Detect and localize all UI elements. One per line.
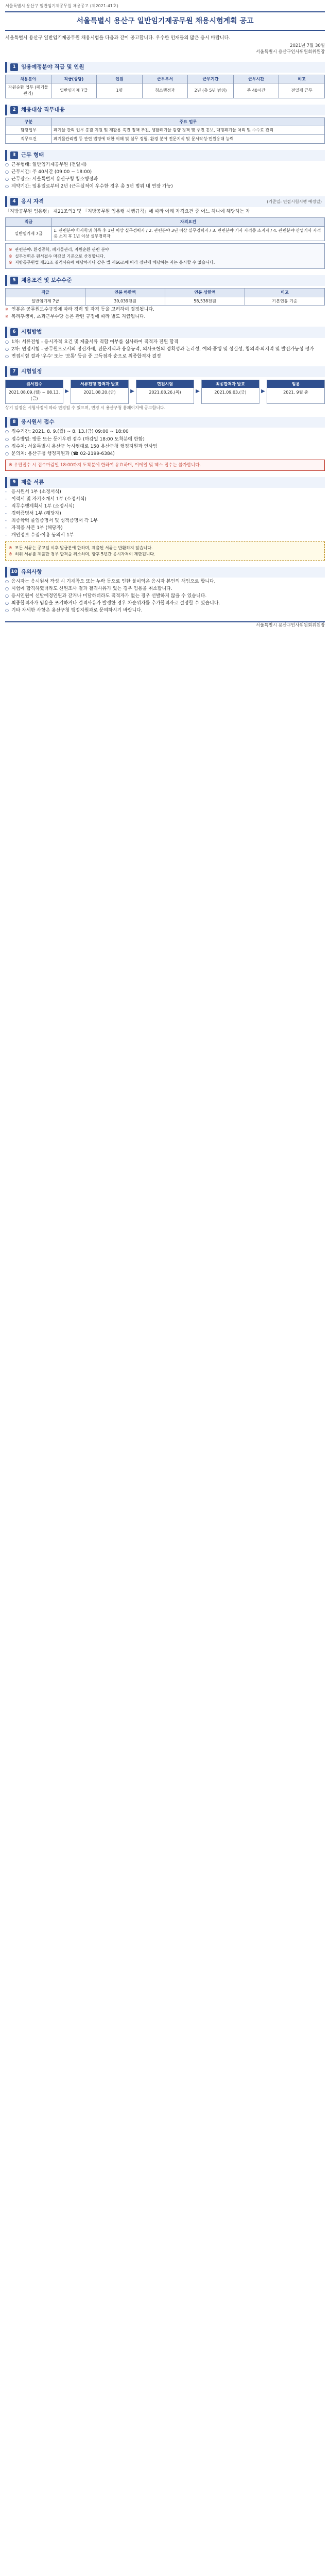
step-body: 2021.08.20.(금) [83, 390, 116, 395]
section-title: 시험방법 [21, 329, 42, 335]
table-cell: 39,039천원 [85, 297, 165, 306]
qualification-notes-box [5, 243, 325, 269]
section-title: 채용대상 직무내용 [21, 106, 65, 113]
work-form-list [5, 162, 325, 190]
table-header-row [6, 117, 325, 126]
list-item: - 경력증명서 1부 (해당자) [5, 511, 325, 517]
table-cell: 일반임기제 7급 [6, 297, 85, 306]
arrow-right-icon: ▶ [261, 388, 265, 395]
date-line: 2021년 7월 30일 [290, 43, 325, 48]
list-item: ○ 접수처: 서울특별시 용산구 녹사평대로 150 용산구청 행정지원과 인사팀 [5, 444, 325, 450]
table-row [6, 134, 325, 143]
table-header: 연봉 하한액 [85, 289, 165, 297]
step-body: 2021.08.09.(월) ~ 08.13.(금) [8, 390, 60, 401]
section-number: 9 [10, 479, 18, 486]
table-cell: 직무요건 [6, 134, 52, 143]
step-head: 원서접수 [6, 380, 63, 388]
list-item: ○ 문의처: 용산구청 행정지원과 (☎ 02-2199-6384) [5, 451, 325, 457]
table-header: 근무시간 [233, 75, 279, 83]
section-number: 2 [10, 106, 18, 114]
table-cell: 담당업무 [6, 126, 52, 135]
positions-table [5, 75, 325, 98]
list-item: ○ 최종합격자가 임용을 포기하거나 결격사유가 발생한 경우 차순위자를 추가합격자로 결정할 수 있습니다. [5, 600, 325, 607]
section-header [5, 477, 325, 488]
section-method [5, 327, 325, 360]
intro-text: 서울특별시 용산구 일반임기제공무원 채용시험을 다음과 같이 공고합니다. 우수한 인재들의 많은 응시 바랍니다. [5, 35, 231, 41]
list-item: ○ 응시인원이 선발예정인원과 같거나 미달하더라도 적격자가 없는 경우 선발하지 않을 수 있습니다. [5, 593, 325, 600]
table-cell: 폐기물 관리 업무 총괄 지원 및 재활용 촉진 정책 추진, 생활폐기물 감량 정책 및 주민 홍보, 대형폐기물 처리 및 수수료 관리 [52, 126, 325, 135]
step-head: 최종합격자 발표 [202, 380, 259, 388]
section-application [5, 417, 325, 471]
schedule-step [136, 380, 194, 404]
arrow-right-icon: ▶ [130, 388, 134, 395]
list-item: ○ 기타 자세한 사항은 용산구청 행정지원과로 문의하시기 바랍니다. [5, 607, 325, 614]
list-item: ○ 근무장소: 서울특별시 용산구청 청소행정과 [5, 176, 325, 183]
step-body: 2021.09.03.(금) [214, 390, 247, 395]
table-cell: 2년 (총 5년 범위) [188, 83, 234, 98]
schedule-step [71, 380, 129, 404]
table-cell: 전일제 근무 [279, 83, 325, 98]
method-list [5, 339, 325, 360]
section-title: 유의사항 [21, 568, 42, 575]
table-header-row [6, 218, 325, 227]
arrow-right-icon: ▶ [196, 388, 200, 395]
table-row [6, 297, 325, 306]
table-cell: 1명 [97, 83, 143, 98]
table-cell: 58,538천원 [165, 297, 245, 306]
table-header: 채용분야 [6, 75, 51, 83]
table-cell: 폐기물관리법 등 관련 법령에 대한 이해 및 실무 경험, 환경 분야 전문지식 및 문서작성·민원응대 능력 [52, 134, 325, 143]
section-title: 시험일정 [21, 368, 42, 375]
application-warning-box [5, 460, 325, 471]
list-item: ○ 면접시험 결과 '우수' 또는 '보통' 등급 중 고득점자 순으로 최종합격자 결정 [5, 353, 325, 360]
warning-icon: ※ [9, 462, 14, 468]
step-head: 임용 [267, 380, 324, 388]
list-item: ○ 근무형태: 일반임기제공무원 (전일제) [5, 162, 325, 168]
section-header [5, 62, 325, 73]
qualification-notes [9, 247, 321, 266]
application-warning: 우편접수 시 접수마감일 18:00까지 도착분에 한하여 유효하며, 이메일 및 팩스 접수는 불가합니다. [13, 462, 201, 468]
table-cell: 청소행정과 [142, 83, 188, 98]
list-item: - 개인정보 수집·이용 동의서 1부 [5, 532, 325, 539]
salary-notes [5, 307, 325, 320]
step-body: 2021.08.26.(목) [149, 390, 181, 395]
cautions-list [5, 579, 325, 614]
announcement-page [0, 0, 330, 639]
list-item: ○ 응시자는 응시원서 작성 시 기재착오 또는 누락 등으로 인한 불이익은 응시자 본인의 책임으로 합니다. [5, 579, 325, 585]
section-title: 임용예정분야 직급 및 인원 [21, 63, 84, 70]
table-header: 자격요건 [52, 218, 325, 227]
table-row [6, 226, 325, 241]
section-title: 채용조건 및 보수수준 [21, 277, 72, 283]
list-item: ○ 근무시간: 주 40시간 (09:00 ~ 18:00) [5, 169, 325, 176]
section-header [5, 196, 325, 207]
section-header [5, 150, 325, 161]
page-title: 서울특별시 용산구 일반임기제공무원 채용시험계획 공고 [76, 16, 254, 25]
arrow-right-icon: ▶ [65, 388, 69, 395]
list-item: - 최종학력 졸업증명서 및 성적증명서 각 1부 [5, 518, 325, 524]
table-header: 근무기간 [188, 75, 234, 83]
section-number: 1 [10, 63, 18, 71]
table-cell: 1. 관련분야 학사학위 취득 후 1년 이상 실무경력자 / 2. 관련분야 3년 이상 실무경력자 / 3. 관련분야 기사 자격증 소지자 / 4. 관련분야 산업기사 자격증 소지 후 1년 이상 실무경력자 [52, 226, 325, 241]
table-cell: 자원순환 업무 (폐기물관리) [6, 83, 51, 98]
table-header-row [6, 289, 325, 297]
table-header: 연봉 상한액 [165, 289, 245, 297]
schedule-steps [5, 380, 325, 404]
schedule-step [5, 380, 63, 404]
list-item: ※ 모든 서류는 공고일 이후 발급분에 한하며, 제출된 서류는 반환하지 않습니다. [9, 545, 321, 551]
section-header [5, 366, 325, 377]
table-header: 주요 업무 [52, 117, 325, 126]
step-head: 서류전형 합격자 발표 [71, 380, 128, 388]
list-item: ※ 실무경력은 원서접수 마감일 기준으로 산정합니다. [9, 253, 321, 260]
list-item: - 직무수행계획서 1부 (소정서식) [5, 503, 325, 510]
section-aside: (기준일: 면접시험시행 예정일) [267, 199, 322, 204]
section-header [5, 105, 325, 115]
section-positions [5, 62, 325, 98]
list-item: - 응시원서 1부 (소정서식) [5, 489, 325, 496]
list-item: ※ 복리후생비, 초과근무수당 등은 관련 규정에 따라 별도 지급됩니다. [5, 314, 325, 320]
section-schedule [5, 366, 325, 411]
documents-list [5, 489, 325, 539]
list-item: ○ 접수기간: 2021. 8. 9.(월) ~ 8. 13.(금) 09:00 ~ 18:00 [5, 429, 325, 435]
section-title: 근무 형태 [21, 151, 44, 158]
section-header [5, 275, 325, 286]
schedule-step [201, 380, 259, 404]
table-header: 직급(상당) [51, 75, 97, 83]
table-header: 구분 [6, 117, 52, 126]
list-item: ※ 연봉은 공무원보수규정에 따라 경력 및 자격 등을 고려하여 결정됩니다. [5, 307, 325, 313]
step-head: 면접시험 [136, 380, 194, 388]
section-work-form [5, 150, 325, 190]
list-item: - 자격증 사본 1부 (해당자) [5, 525, 325, 532]
table-cell: 일반임기제 7급 [6, 226, 52, 241]
section-cautions [5, 567, 325, 614]
section-title: 응시 자격 [21, 198, 44, 205]
list-item: ○ 1차: 서류전형 - 응시자격 요건 및 제출서류 적합 여부를 심사하여 적격자 전원 합격 [5, 339, 325, 346]
table-header: 인원 [97, 75, 143, 83]
table-cell: 일반임기제 7급 [51, 83, 97, 98]
section-header [5, 417, 325, 428]
list-item: ※ 허위 서류를 제출한 경우 합격을 취소하며, 향후 5년간 응시자격이 제한됩니다. [9, 551, 321, 557]
section-duties [5, 105, 325, 144]
table-header: 근무부서 [142, 75, 188, 83]
schedule-step [267, 380, 325, 404]
section-salary [5, 275, 325, 321]
section-number: 8 [10, 418, 18, 426]
list-item: ○ 2차: 면접시험 - 공무원으로서의 정신자세, 전문지식과 응용능력, 의사표현의 정확성과 논리성, 예의·품행 및 성실성, 창의력·의지력 및 발전가능성 평가 [5, 346, 325, 353]
table-header: 직급 [6, 289, 85, 297]
section-number: 7 [10, 368, 18, 376]
issuer-line: 서울특별시 용산구인사위원회위원장 [255, 49, 325, 55]
documents-notes [9, 545, 321, 557]
qualification-intro: 「지방공무원 임용령」 제21조의3 및 「지방공무원 임용령 시행규칙」에 따라 아래 자격요건 중 어느 하나에 해당하는 자 [5, 209, 250, 215]
table-row [6, 126, 325, 135]
section-header [5, 567, 325, 578]
table-header: 비고 [245, 289, 325, 297]
section-number: 6 [10, 328, 18, 336]
schedule-note: 상기 일정은 시험사정에 따라 변경될 수 있으며, 변경 시 용산구청 홈페이지에 공고합니다. [5, 405, 166, 410]
table-header: 직급 [6, 218, 52, 227]
section-number: 4 [10, 198, 18, 206]
top-note: 서울특별시 용산구 일반임기제공무원 채용공고 (제2021-41호) [5, 4, 118, 8]
table-row [6, 83, 325, 98]
list-item: ○ 시험에 합격하였더라도 신원조사 결과 결격사유가 있는 경우 임용을 취소합니다. [5, 586, 325, 592]
list-item: ※ 관련분야: 환경공학, 폐기물관리, 자원순환 관련 분야 [9, 247, 321, 253]
table-header-row [6, 75, 325, 83]
step-body: 2021. 9월 중 [283, 390, 308, 395]
section-header [5, 327, 325, 337]
section-documents [5, 477, 325, 561]
section-number: 3 [10, 151, 18, 159]
table-cell: 기본연봉 기준 [245, 297, 325, 306]
title-box [5, 11, 325, 31]
list-item: ※ 지방공무원법 제31조 결격사유에 해당하거나 같은 법 제66조에 따라 정년에 해당하는 자는 응시할 수 없습니다. [9, 260, 321, 266]
duties-table [5, 117, 325, 144]
table-header: 비고 [279, 75, 325, 83]
section-number: 5 [10, 277, 18, 284]
salary-table [5, 288, 325, 306]
table-cell: 주 40시간 [233, 83, 279, 98]
section-title: 응시원서 접수 [21, 419, 55, 426]
documents-notes-box [5, 541, 325, 561]
section-number: 10 [10, 568, 18, 576]
section-qualification [5, 196, 325, 269]
footer-text: 서울특별시 용산구인사위원회위원장 [255, 623, 325, 629]
section-title: 제출 서류 [21, 479, 44, 485]
application-list [5, 429, 325, 457]
qualification-table [5, 217, 325, 241]
list-item: ○ 접수방법: 방문 또는 등기우편 접수 (마감일 18:00 도착분에 한함) [5, 436, 325, 443]
list-item: - 이력서 및 자기소개서 1부 (소정서식) [5, 496, 325, 503]
list-item: ○ 계약기간: 임용일로부터 2년 (근무실적이 우수한 경우 총 5년 범위 내 연장 가능) [5, 183, 325, 190]
